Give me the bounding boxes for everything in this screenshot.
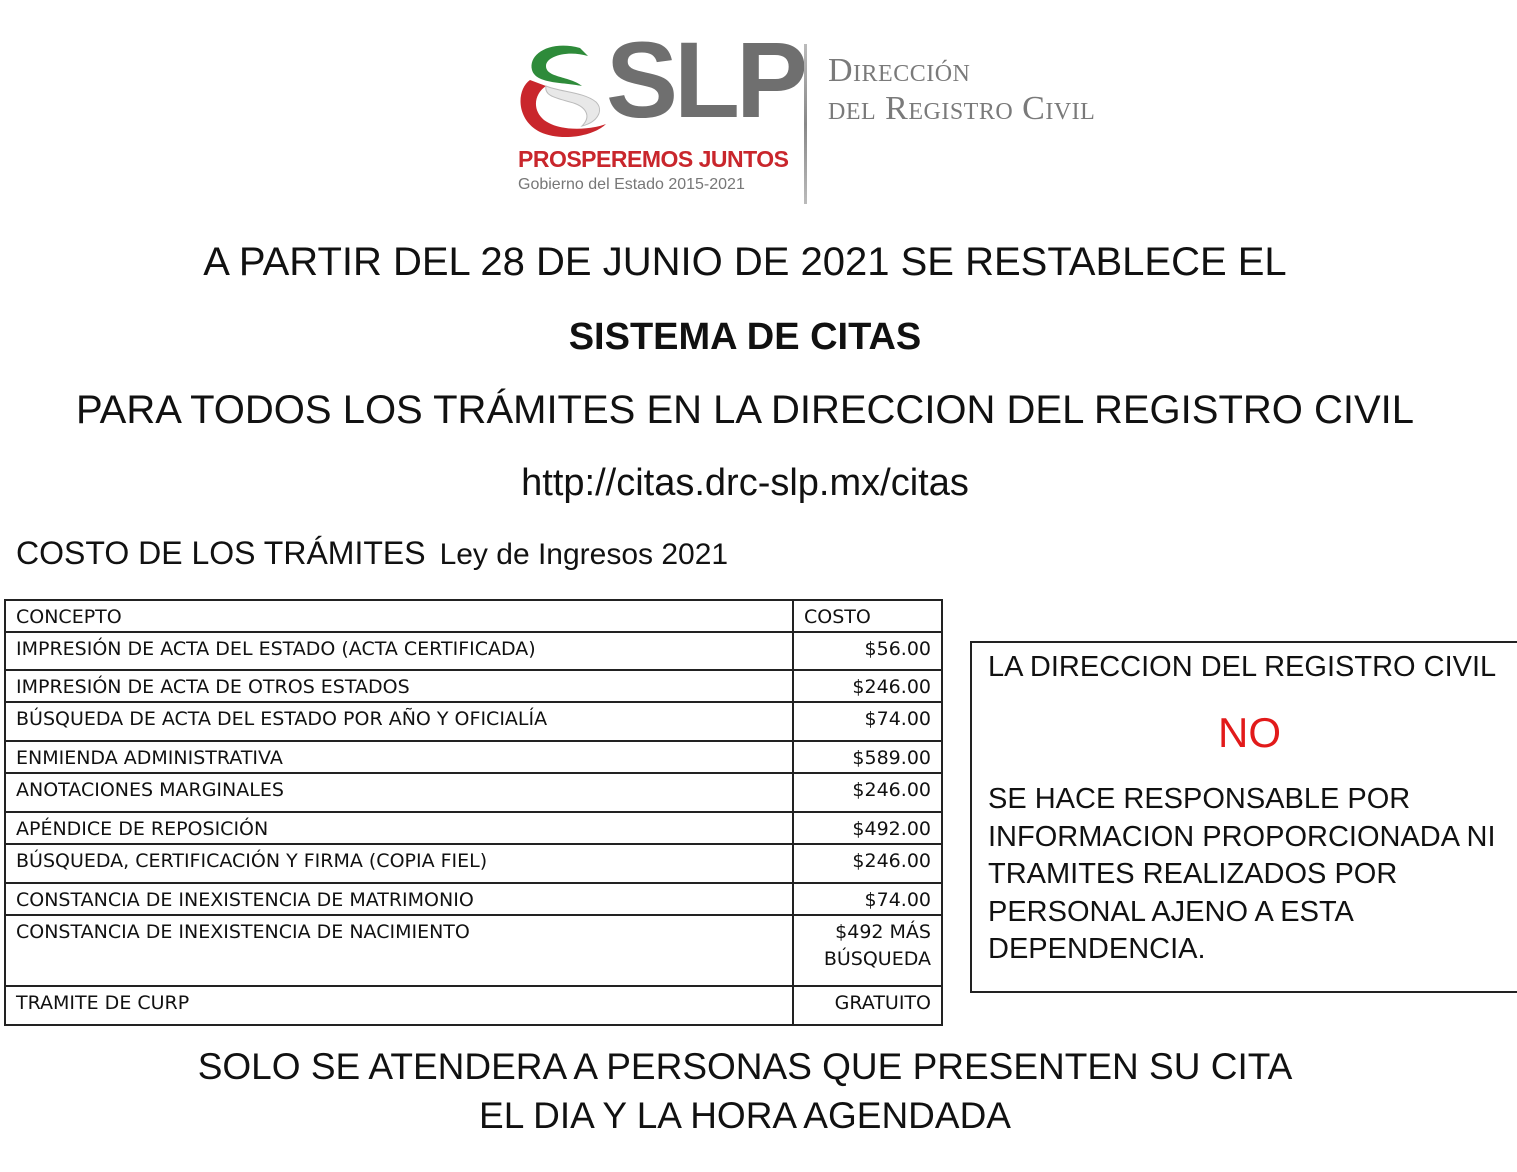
cost-cell: $246.00 (793, 670, 942, 702)
table-row (5, 632, 942, 670)
logo-department-name (828, 52, 1095, 128)
table-header-row (5, 600, 942, 632)
table-row (5, 986, 942, 1025)
table-row (5, 702, 942, 741)
footer-notice-line-2: EL DIA Y LA HORA AGENDADA (479, 1095, 1011, 1136)
concept-cell: ENMIENDA ADMINISTRATIVA (5, 741, 793, 773)
cost-cell (793, 915, 942, 986)
logo-slogan: PROSPEREMOS JUNTOS (518, 146, 789, 172)
cost-cell: $589.00 (793, 741, 942, 773)
cost-cell: $74.00 (793, 883, 942, 915)
costs-title: COSTO DE LOS TRÁMITES (16, 535, 426, 571)
table-row (5, 741, 942, 773)
slp-registro-civil-logo (510, 19, 1120, 211)
concept-cell: TRAMITE DE CURP (5, 986, 793, 1025)
disclaimer-body: SE HACE RESPONSABLE POR INFORMACION PROPORCIONADA NI TRAMITES REALIZADOS POR PERSONAL AJENO A ESTA DEPENDENCIA. (988, 783, 1496, 965)
announcement-line-1: A PARTIR DEL 28 DE JUNIO DE 2021 SE RESTABLECE EL (203, 240, 1287, 284)
slp-wordmark: SLP (606, 19, 805, 140)
disclaimer-no-emphasis: NO (1218, 709, 1281, 756)
concept-cell: ANOTACIONES MARGINALES (5, 773, 793, 812)
costs-heading (16, 535, 728, 572)
concept-cell: CONSTANCIA DE INEXISTENCIA DE NACIMIENTO (5, 915, 793, 986)
table-row (5, 773, 942, 812)
disclaimer-line-1: LA DIRECCION DEL REGISTRO CIVIL (988, 651, 1497, 683)
concept-cell: BÚSQUEDA DE ACTA DEL ESTADO POR AÑO Y OFICIALÍA (5, 702, 793, 741)
table-row (5, 812, 942, 844)
logo-divider (804, 44, 807, 204)
concept-cell: IMPRESIÓN DE ACTA DE OTROS ESTADOS (5, 670, 793, 702)
column-header-concept: CONCEPTO (5, 600, 793, 632)
cost-cell: $492.00 (793, 812, 942, 844)
appointments-url: http://citas.drc-slp.mx/citas (521, 462, 969, 504)
logo-government-period: Gobierno del Estado 2015-2021 (518, 176, 745, 193)
logo-department-line2: del Registro Civil (828, 90, 1096, 127)
announcement-system-title: SISTEMA DE CITAS (568, 316, 922, 358)
cost-cell-line1: $492 MÁS (835, 921, 931, 943)
table-row (5, 915, 942, 986)
costs-law-reference: Ley de Ingresos 2021 (439, 538, 729, 571)
cost-cell: $56.00 (793, 632, 942, 670)
fees-table (4, 599, 943, 1026)
footer-notice-line-1: SOLO SE ATENDERA A PERSONAS QUE PRESENTEN SU CITA (197, 1046, 1293, 1087)
cost-cell: $246.00 (793, 773, 942, 812)
announcement-line-3: PARA TODOS LOS TRÁMITES EN LA DIRECCION DEL REGISTRO CIVIL (75, 388, 1415, 432)
table-row (5, 670, 942, 702)
column-header-cost: COSTO (793, 600, 942, 632)
concept-cell: IMPRESIÓN DE ACTA DEL ESTADO (ACTA CERTIFICADA) (5, 632, 793, 670)
table-row (5, 883, 942, 915)
cost-cell: $246.00 (793, 844, 942, 883)
logo-department-line1: Dirección (828, 52, 971, 89)
concept-cell: CONSTANCIA DE INEXISTENCIA DE MATRIMONIO (5, 883, 793, 915)
concept-cell: APÉNDICE DE REPOSICIÓN (5, 812, 793, 844)
disclaimer-box (970, 641, 1517, 993)
concept-cell: BÚSQUEDA, CERTIFICACIÓN Y FIRMA (COPIA FIEL) (5, 844, 793, 883)
cost-cell: $74.00 (793, 702, 942, 741)
table-row (5, 844, 942, 883)
cost-cell-line2: BÚSQUEDA (823, 948, 931, 970)
cost-cell: GRATUITO (793, 986, 942, 1025)
